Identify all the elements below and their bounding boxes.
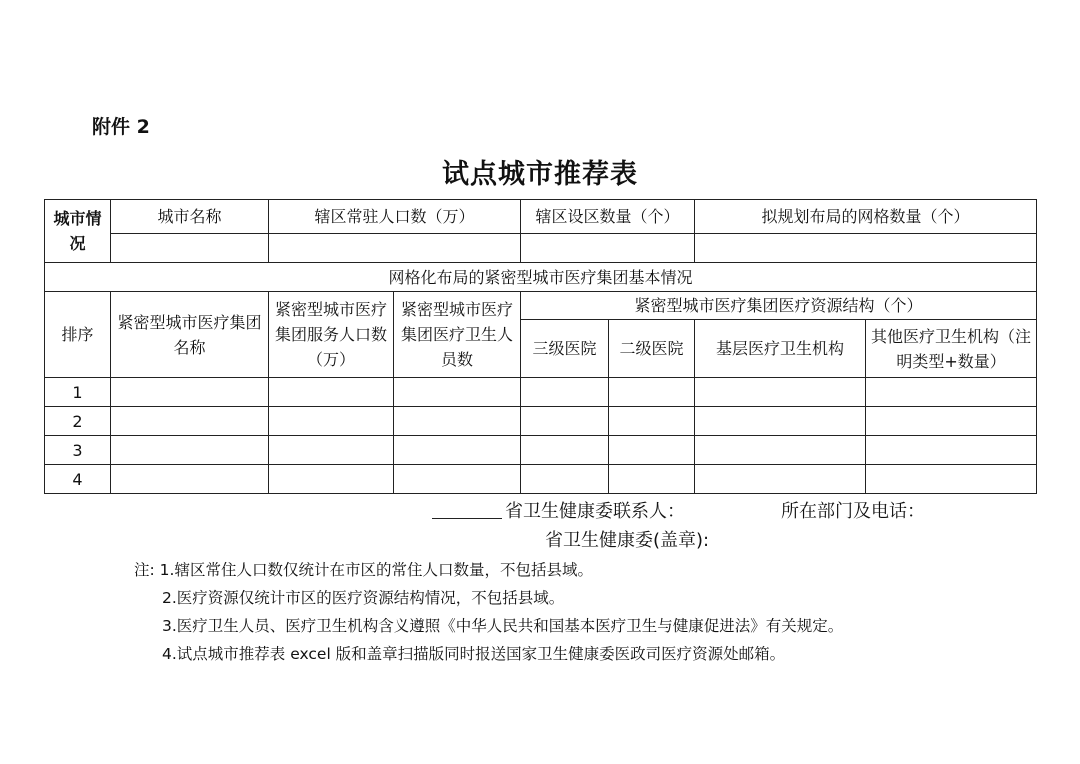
contact-blank-line[interactable] <box>432 518 502 519</box>
note-1: 注: 1.辖区常住人口数仅统计在市区的常住人口数量，不包括县域。 <box>134 561 593 579</box>
header-staff-count: 紧密型城市医疗集团医疗卫生人员数 <box>394 292 521 378</box>
row-number: 2 <box>45 407 111 436</box>
table-cell[interactable] <box>269 407 394 436</box>
header-rank: 排序 <box>45 292 111 378</box>
document-title: 试点城市推荐表 <box>442 159 638 190</box>
table-cell[interactable] <box>609 436 695 465</box>
header-group-name: 紧密型城市医疗集团名称 <box>111 292 269 378</box>
header-other-institutions: 其他医疗卫生机构（注明类型+数量） <box>866 320 1037 378</box>
input-district-count[interactable] <box>521 234 695 263</box>
city-info-label: 城市情况 <box>45 200 111 263</box>
table-cell[interactable] <box>521 465 609 494</box>
table-cell[interactable] <box>695 378 866 407</box>
table-cell[interactable] <box>609 407 695 436</box>
header-resident-population: 辖区常驻人口数（万） <box>269 200 521 234</box>
table-cell[interactable] <box>866 378 1037 407</box>
note-4: 4.试点城市推荐表 excel 版和盖章扫描版同时报送国家卫生健康委医政司医疗资源处邮箱。 <box>162 645 786 663</box>
contact-label: 省卫生健康委联系人： <box>505 501 685 522</box>
table-cell[interactable] <box>269 378 394 407</box>
table-cell[interactable] <box>521 378 609 407</box>
note-2: 2.医疗资源仅统计市区的医疗资源结构情况，不包括县域。 <box>162 589 565 607</box>
table-cell[interactable] <box>394 407 521 436</box>
table-row <box>45 436 1037 465</box>
table-row <box>45 407 1037 436</box>
section-title: 网格化布局的紧密型城市医疗集团基本情况 <box>45 263 1037 292</box>
header-grid-count: 拟规划布局的网格数量（个） <box>695 200 1037 234</box>
recommendation-form-table <box>44 199 1037 494</box>
note-3: 3.医疗卫生人员、医疗卫生机构含义遵照《中华人民共和国基本医疗卫生与健康促进法》有关规定。 <box>162 617 844 635</box>
table-cell[interactable] <box>609 378 695 407</box>
table-cell[interactable] <box>111 407 269 436</box>
row-number: 1 <box>45 378 111 407</box>
header-tertiary-hospital: 三级医院 <box>521 320 609 378</box>
table-row <box>45 378 1037 407</box>
input-city-name[interactable] <box>111 234 269 263</box>
header-resource-structure: 紧密型城市医疗集团医疗资源结构（个） <box>521 292 1037 320</box>
header-city-name: 城市名称 <box>111 200 269 234</box>
table-cell[interactable] <box>394 378 521 407</box>
table-cell[interactable] <box>521 407 609 436</box>
table-cell[interactable] <box>609 465 695 494</box>
row-number: 4 <box>45 465 111 494</box>
table-row <box>45 465 1037 494</box>
table-cell[interactable] <box>695 407 866 436</box>
table-cell[interactable] <box>394 436 521 465</box>
department-phone-label: 所在部门及电话： <box>781 501 925 522</box>
input-resident-population[interactable] <box>269 234 521 263</box>
header-district-count: 辖区设区数量（个） <box>521 200 695 234</box>
table-cell[interactable] <box>394 465 521 494</box>
notes-section <box>134 556 843 668</box>
table-cell[interactable] <box>695 465 866 494</box>
stamp-label: 省卫生健康委(盖章): <box>545 530 710 551</box>
input-grid-count[interactable] <box>695 234 1037 263</box>
header-primary-care: 基层医疗卫生机构 <box>695 320 866 378</box>
table-cell[interactable] <box>111 378 269 407</box>
header-secondary-hospital: 二级医院 <box>609 320 695 378</box>
table-cell[interactable] <box>695 436 866 465</box>
table-cell[interactable] <box>111 465 269 494</box>
table-cell[interactable] <box>521 436 609 465</box>
header-service-population: 紧密型城市医疗集团服务人口数（万） <box>269 292 394 378</box>
table-cell[interactable] <box>866 407 1037 436</box>
table-cell[interactable] <box>269 436 394 465</box>
table-cell[interactable] <box>866 436 1037 465</box>
table-cell[interactable] <box>866 465 1037 494</box>
table-cell[interactable] <box>111 436 269 465</box>
row-number: 3 <box>45 436 111 465</box>
table-cell[interactable] <box>269 465 394 494</box>
attachment-label: 附件 2 <box>92 116 150 138</box>
